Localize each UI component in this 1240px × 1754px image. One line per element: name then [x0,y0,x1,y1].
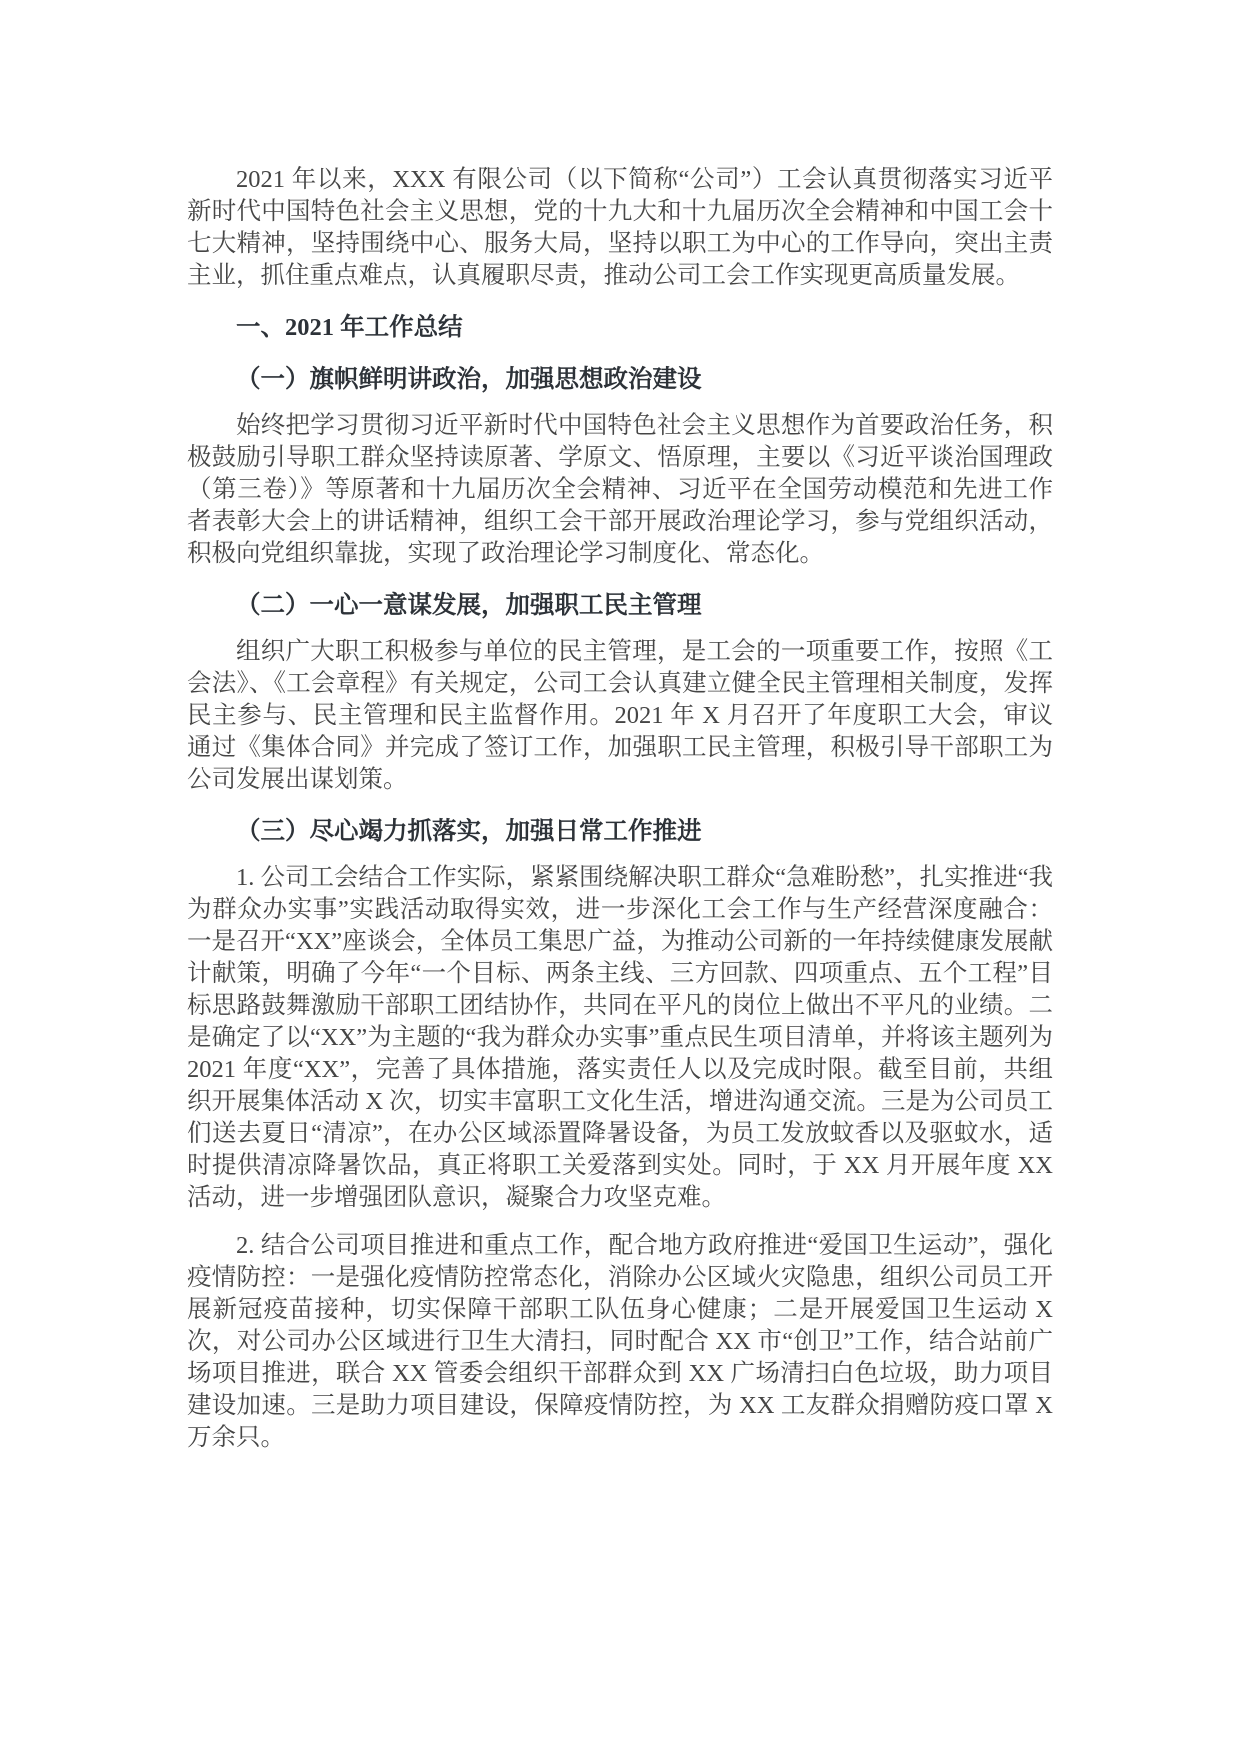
subsection-1-paragraph: 始终把学习贯彻习近平新时代中国特色社会主义思想作为首要政治任务，积极鼓励引导职工群众坚持读原著、学原文、悟原理，主要以《习近平谈治国理政（第三卷）》等原著和十九届历次全会精神、习近平在全国劳动模范和先进工作者表彰大会上的讲话精神，组织工会干部开展政治理论学习，参与党组织活动，积极向党组织靠拢，实现了政治理论学习制度化、常态化。 [187,412,1053,567]
section-heading-2021-work-summary: 一、2021 年工作总结 [236,314,463,341]
subsection-heading-2-democratic-management: （二）一心一意谋发展，加强职工民主管理 [236,592,702,619]
intro-paragraph: 2021 年以来，XXX 有限公司（以下简称“公司”）工会认真贯彻落实习近平新时代中国特色社会主义思想，党的十九大和十九届历次全会精神和中国工会十七大精神，坚持围绕中心、服务大局，坚持以职工为中心的工作导向，突出主责主业，抓住重点难点，认真履职尽责，推动公司工会工作实现更高质量发展。 [187,166,1053,289]
subsection-2-paragraph: 组织广大职工积极参与单位的民主管理，是工会的一项重要工作，按照《工会法》、《工会章程》有关规定，公司工会认真建立健全民主管理相关制度，发挥民主参与、民主管理和民主监督作用。2021 年 X 月召开了年度职工大会，审议通过《集体合同》并完成了签订工作，加强职工民主管理，积极引导干部职工为公司发展出谋划策。 [187,638,1053,793]
subsection-3-paragraph-1: 1. 公司工会结合工作实际，紧紧围绕解决职工群众“急难盼愁”，扎实推进“我为群众办实事”实践活动取得实效，进一步深化工会工作与生产经营深度融合：一是召开“XX”座谈会，全体员工集思广益，为推动公司新的一年持续健康发展献计献策，明确了今年“一个目标、两条主线、三方回款、四项重点、五个工程”目标思路鼓舞激励干部职工团结协作，共同在平凡的岗位上做出不平凡的业绩。二是确定了以“XX”为主题的“我为群众办实事”重点民生项目清单，并将该主题列为 2021 年度“XX”，完善了具体措施，落实责任人以及完成时限。截至目前，共组织开展集体活动 X 次，切实丰富职工文化生活，增进沟通交流。三是为公司员工们送去夏日“清凉”，在办公区域添置降暑设备，为员工发放蚊香以及驱蚊水，适时提供清凉降暑饮品，真正将职工关爱落到实处。同时，于 XX 月开展年度 XX 活动，进一步增强团队意识，凝聚合力攻坚克难。 [187,864,1053,1211]
subsection-heading-3-daily-work: （三）尽心竭力抓落实，加强日常工作推进 [236,818,702,845]
subsection-3-paragraph-2: 2. 结合公司项目推进和重点工作，配合地方政府推进“爱国卫生运动”，强化疫情防控：一是强化疫情防控常态化，消除办公区域火灾隐患，组织公司员工开展新冠疫苗接种，切实保障干部职工队伍身心健康；二是开展爱国卫生运动 X 次，对公司办公区域进行卫生大清扫，同时配合 XX 市“创卫”工作，结合站前广场项目推进，联合 XX 管委会组织干部群众到 XX 广场清扫白色垃圾，助力项目建设加速。三是助力项目建设，保障疫情防控，为 XX 工友群众捐赠防疫口罩 X 万余只。 [187,1232,1053,1451]
subsection-heading-1-political-building: （一）旗帜鲜明讲政治，加强思想政治建设 [236,366,702,393]
